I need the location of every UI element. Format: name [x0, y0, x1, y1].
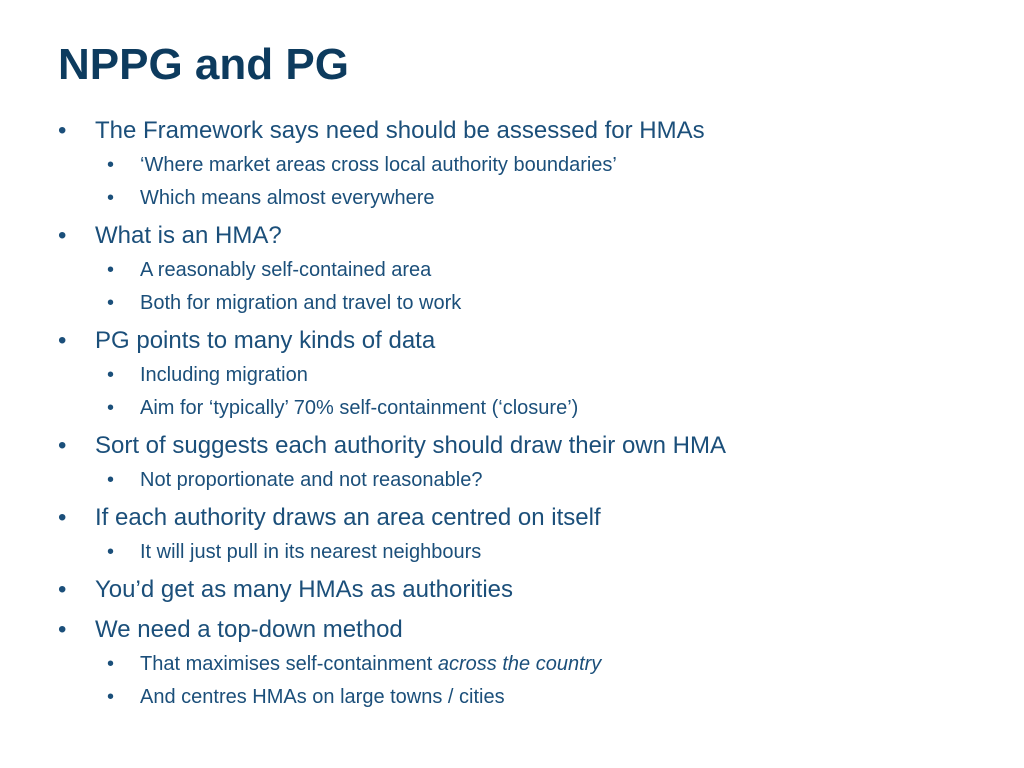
bullet-text: PG points to many kinds of data [95, 327, 436, 354]
sub-bullet-text: Including migration [140, 364, 308, 386]
sub-bullet-text: A reasonably self-contained area [140, 259, 432, 281]
bullet-text: Sort of suggests each authority should draw their own HMA [95, 432, 726, 459]
sub-bullet-text-plain: That maximises self-containment [140, 653, 438, 675]
bullet-text: The Framework says need should be assessed for HMAs [95, 117, 705, 144]
bullet-text: If each authority draws an area centred on itself [95, 504, 601, 531]
bullet-dot-icon: • [107, 154, 115, 176]
bullet-dot-icon: • [107, 364, 115, 386]
bullet-dot-icon: • [58, 327, 67, 354]
sub-bullet-text: Not proportionate and not reasonable? [140, 469, 483, 491]
sub-bullet-text: Aim for ‘typically’ 70% self-containment (‘closure’) [140, 397, 579, 419]
bullet-dot-icon: • [58, 117, 67, 144]
bullet-dot-icon: • [107, 292, 115, 314]
sub-bullet-text: And centres HMAs on large towns / cities [140, 686, 505, 708]
bullet-text: We need a top-down method [95, 616, 403, 643]
sub-bullet-text: Both for migration and travel to work [140, 292, 462, 314]
bullet-dot-icon: • [58, 576, 67, 603]
bullet-dot-icon: • [107, 259, 115, 281]
bullet-dot-icon: • [107, 541, 115, 563]
sub-bullet-text: ‘Where market areas cross local authority boundaries’ [140, 154, 617, 176]
bullet-dot-icon: • [107, 469, 115, 491]
slide-title: NPPG and PG [58, 40, 349, 89]
bullet-dot-icon: • [107, 187, 115, 209]
bullet-dot-icon: • [58, 616, 67, 643]
bullet-dot-icon: • [107, 686, 115, 708]
bullet-text: You’d get as many HMAs as authorities [95, 576, 513, 603]
sub-bullet-text [140, 651, 601, 677]
sub-bullet-text: Which means almost everywhere [140, 187, 435, 209]
sub-bullet-text: It will just pull in its nearest neighbours [140, 541, 482, 563]
emphasis-text: across the country [437, 653, 602, 675]
bullet-dot-icon: • [58, 432, 67, 459]
bullet-dot-icon: • [107, 653, 115, 675]
bullet-dot-icon: • [58, 504, 67, 531]
bullet-dot-icon: • [107, 397, 115, 419]
bullet-text: What is an HMA? [95, 222, 282, 249]
bullet-dot-icon: • [58, 222, 67, 249]
